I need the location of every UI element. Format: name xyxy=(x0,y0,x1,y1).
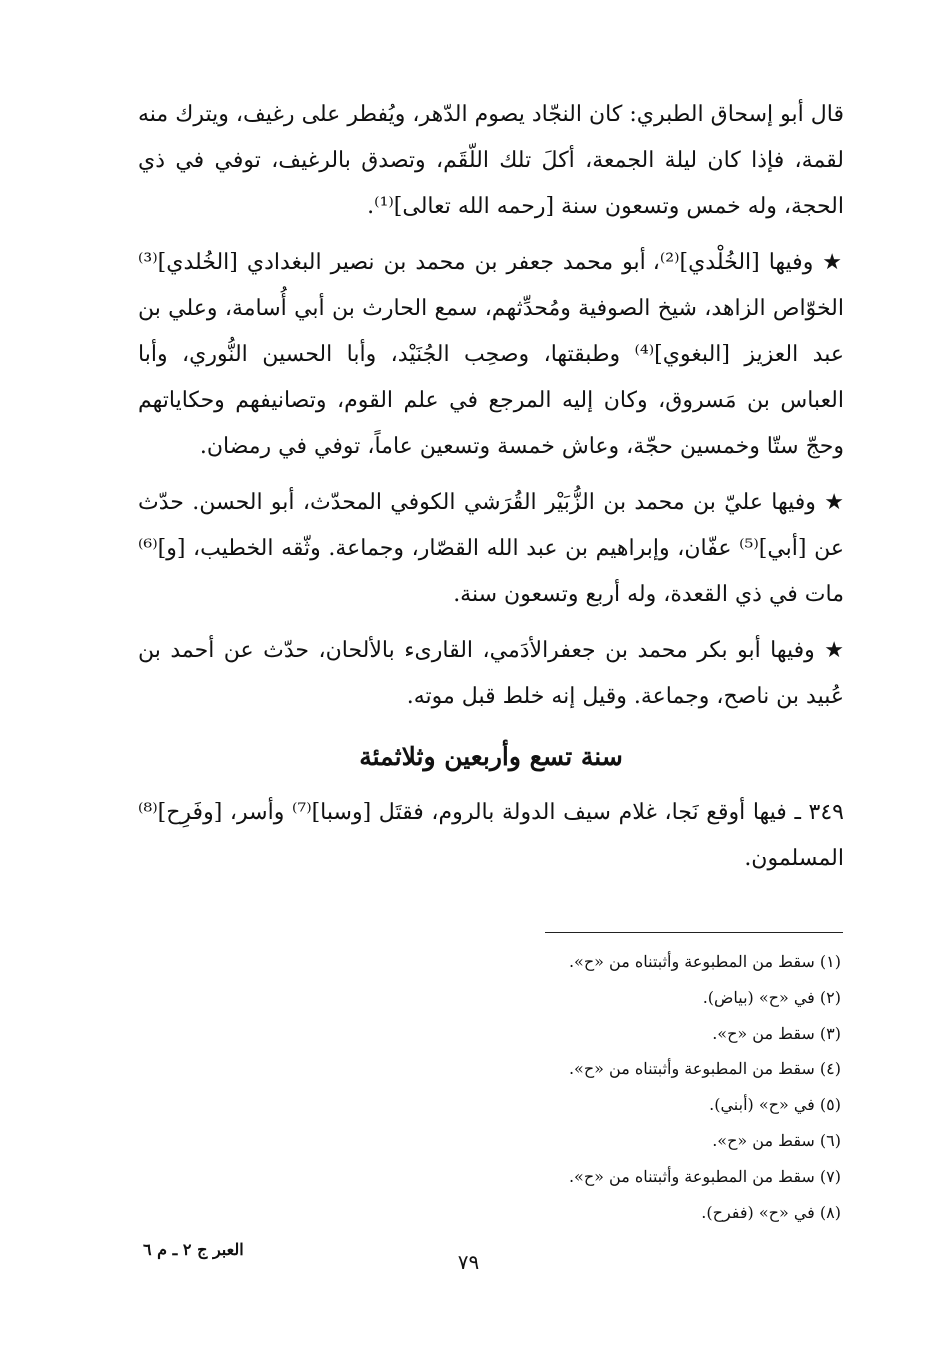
paragraph-khuldi: ★ وفيها [الخُلْدي]⁽²⁾، أبو محمد جعفر بن محمد بن نصير البغدادي [الخُلدي]⁽³⁾ الخوّاص الزاهد، شيخ الصوفية ومُحدِّثهم، سمع الحارث بن أبي أُسامة، وعلي بن عبد العزيز [البغوي]⁽⁴⁾ وطبقتها، وصحِب الجُنَيْد، وأبا الحسين النُّوري، وأبا العباس بن مَسروق، وكان إليه المرجع في علم القوم، وتصانيفهم وحكاياتهم وحجّ ستّا وخمسين حجّة، وعاش خمسة وتسعين عاماً، توفي في رمضان. xyxy=(138,250,844,459)
paragraph-adami: ★ وفيها أبو بكر محمد بن جعفرالأدَمي، القارىء بالألحان، حدّث عن أحمد بن عُبيد بن ناصح، وجماعة. وقيل إنه خلط قبل موته. xyxy=(138,638,844,709)
footnote-6: (٦) سقط من «ح». xyxy=(712,1130,841,1150)
paragraph-ali-zubayr: ★ وفيها عليّ بن محمد بن الزُّبَيْر القُرَشي الكوفي المحدّث، أبو الحسن. حدّث عن [أبي]⁽⁵⁾ عفّان، وإبراهيم بن عبد الله القصّار، وجماعة. وثّقه الخطيب، [و]⁽⁶⁾ مات في ذي القعدة، وله أربع وتسعون سنة. xyxy=(138,490,844,607)
page-body xyxy=(138,92,844,892)
section-heading: سنة تسع وأربعين وثلاثمئة xyxy=(359,742,623,771)
footnotes-list xyxy=(381,944,841,1230)
footnote-5: (٥) في «ح» (أبني). xyxy=(709,1095,841,1115)
footer-signature: العبر ج ٢ ـ م ٦ xyxy=(143,1240,244,1259)
footnote-3: (٣) سقط من «ح». xyxy=(712,1023,841,1043)
footnote-1: (١) سقط من المطبوعة وأثبتناه من «ح». xyxy=(568,952,841,971)
paragraph-tabari: قال أبو إسحاق الطبري: كان النجّاد يصوم الدّهر، ويُفطر على رغيف، ويترك منه لقمة، فإذا كان ليلة الجمعة، أكلَ تلك اللّقَم، وتصدق بالرغيف، توفي في ذي الحجة، وله خمس وتسعون سنة [رحمه الله تعالى]⁽¹⁾. xyxy=(138,102,844,219)
footnote-8: (٨) في «ح» (ففرح). xyxy=(701,1202,841,1222)
footnote-7: (٧) سقط من المطبوعة وأثبتناه من «ح». xyxy=(568,1166,841,1186)
footnote-divider xyxy=(545,932,843,933)
footnote-2: (٢) في «ح» (بياض). xyxy=(702,987,841,1007)
page-number: ٧٩ xyxy=(457,1250,480,1274)
paragraph-year-349: ٣٤٩ ـ فيها أوقع نَجا، غلام سيف الدولة بالروم، فقتَل [وسبا]⁽⁷⁾ وأسر، [وفَرِح]⁽⁸⁾ المسلمون. xyxy=(138,800,844,871)
footnote-4: (٤) سقط من المطبوعة وأثبتناه من «ح». xyxy=(568,1059,841,1079)
